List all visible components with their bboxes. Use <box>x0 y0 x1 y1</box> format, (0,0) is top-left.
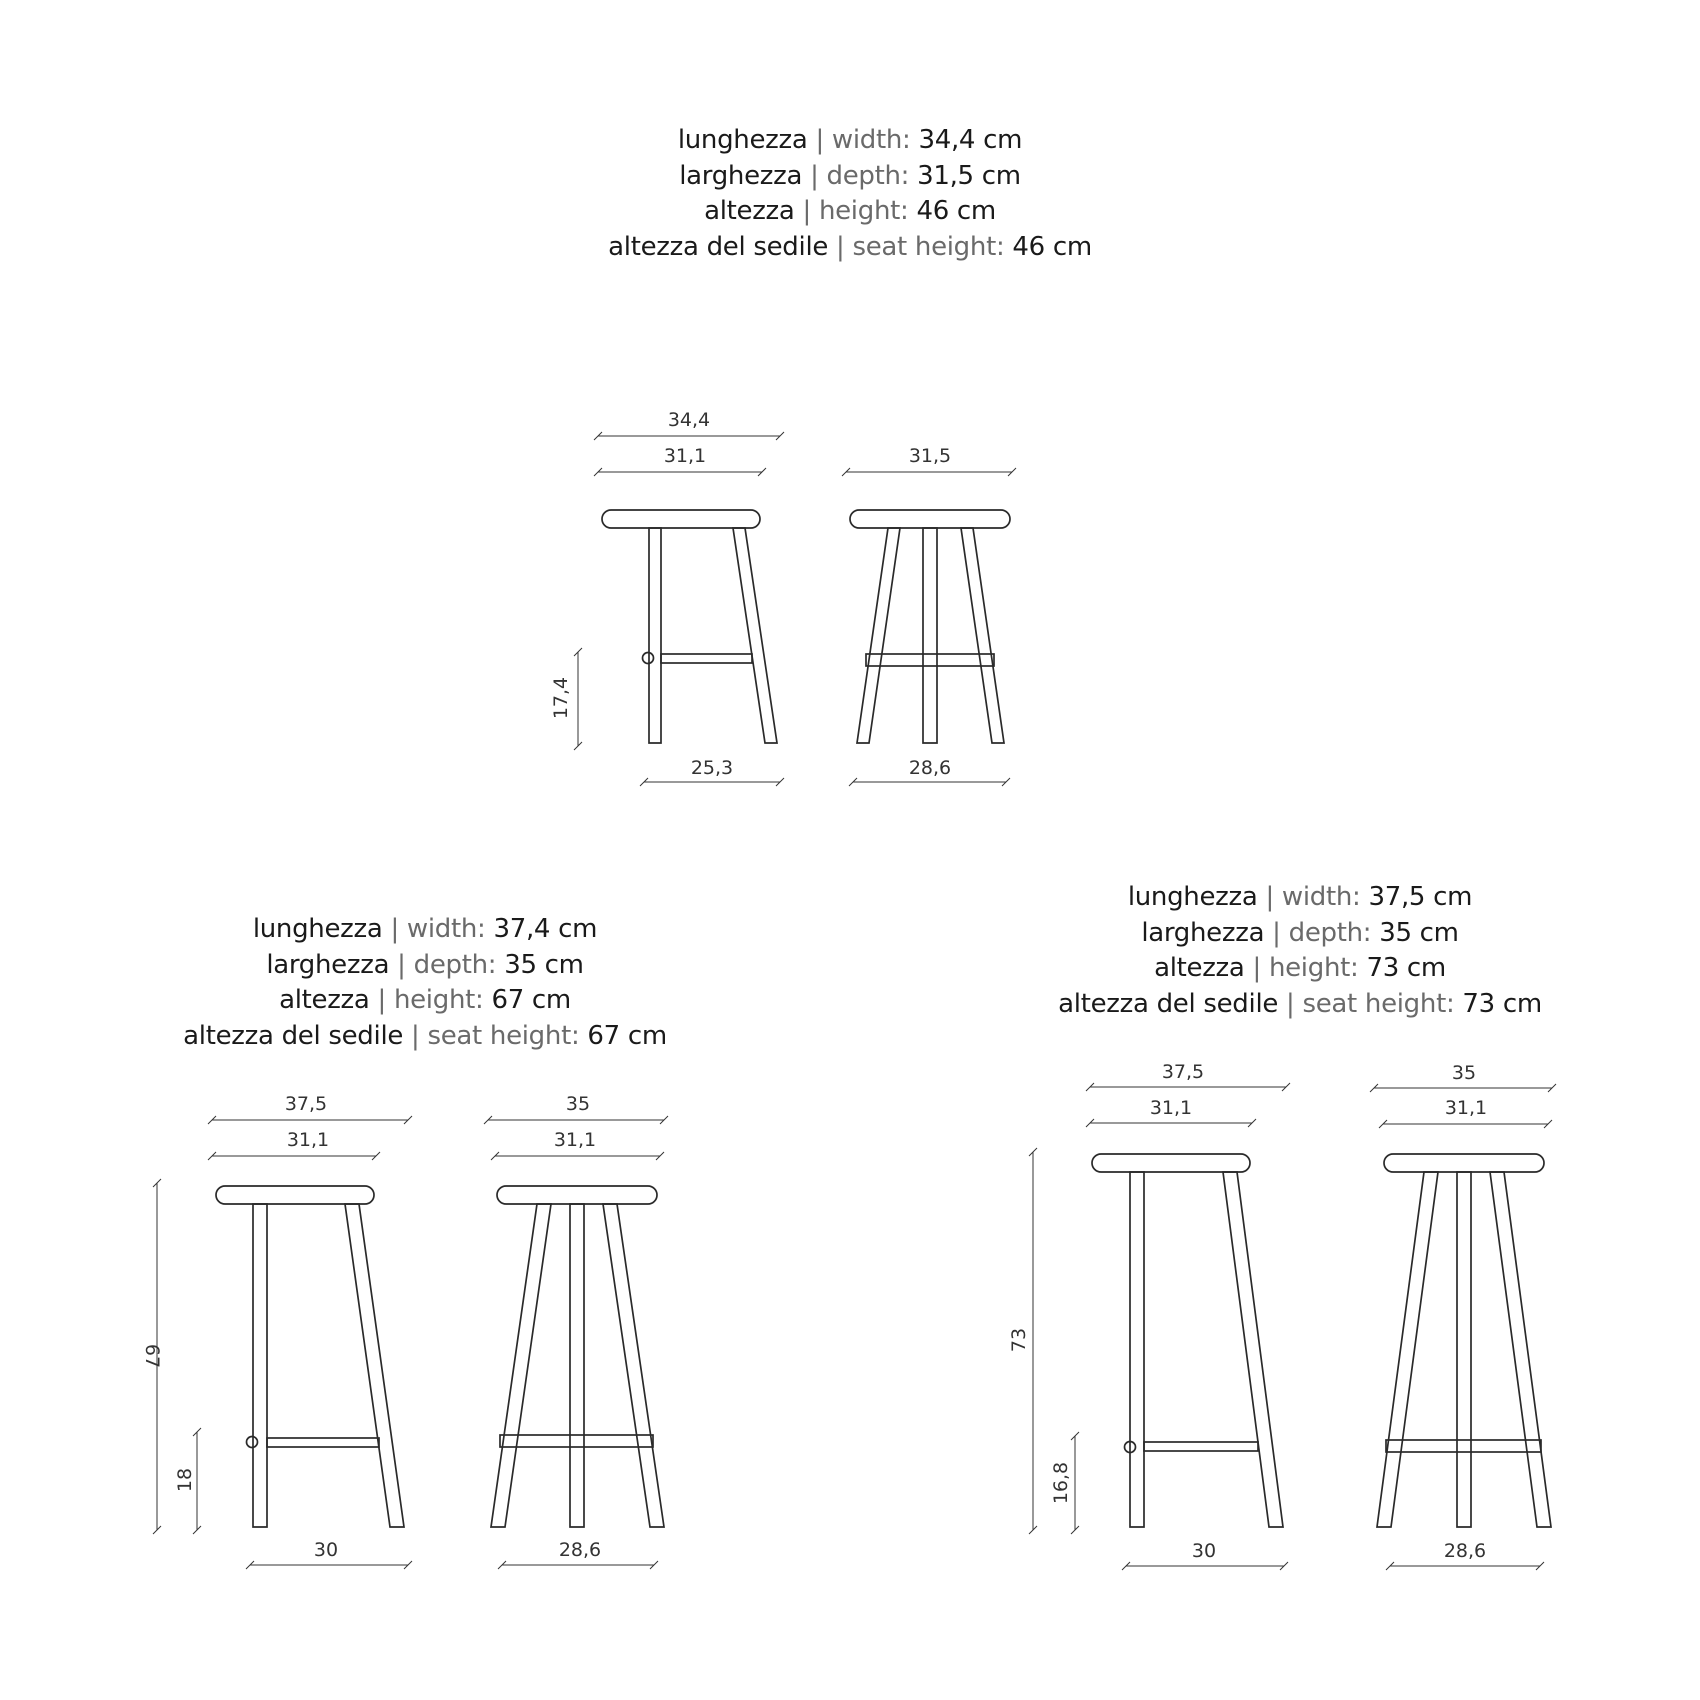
dim-total-height-label: 73 <box>1008 1327 1030 1353</box>
dim-seat-depth-label: 31,5 <box>908 445 952 467</box>
dim-seat-width-label: 31,1 <box>663 445 707 467</box>
dim-base-width-label: 30 <box>1191 1540 1217 1562</box>
rear-leg <box>1130 1172 1144 1527</box>
seat-top <box>850 510 1010 528</box>
spec-seat-height-line: altezza del sedile | seat height: 46 cm <box>608 231 1092 262</box>
left-leg <box>1377 1172 1438 1527</box>
dim-total-height-label: 67 <box>141 1343 163 1369</box>
right-leg <box>1490 1172 1551 1527</box>
dim-footrest-height-label: 18 <box>174 1467 196 1493</box>
left-leg <box>491 1204 551 1527</box>
footrest-bar <box>267 1438 379 1447</box>
stool-small-front-view <box>846 445 1012 782</box>
dim-overall-depth-label: 35 <box>565 1093 591 1115</box>
footrest-bar <box>500 1435 653 1447</box>
stool-tall-side-view <box>1008 1061 1286 1566</box>
center-leg <box>1457 1172 1471 1527</box>
spec-width-line: lunghezza | width: 37,4 cm <box>252 914 598 944</box>
dim-footrest-height-label: 17,4 <box>550 676 572 720</box>
center-leg <box>923 528 937 743</box>
spec-width-line: lunghezza | width: 34,4 cm <box>677 125 1023 155</box>
dim-overall-width-label: 34,4 <box>667 409 711 431</box>
dim-footrest-height-label: 16,8 <box>1050 1461 1072 1505</box>
right-leg <box>961 528 1004 743</box>
spec-depth-line: larghezza | depth: 35 cm <box>1141 917 1459 948</box>
dim-base-width-label: 28,6 <box>1443 1540 1487 1562</box>
footrest-bar <box>1386 1440 1541 1452</box>
seat-top <box>602 510 760 528</box>
spec-depth-line: larghezza | depth: 35 cm <box>266 949 584 980</box>
stool-medium-front-view <box>488 1093 664 1565</box>
footrest-bar <box>866 654 994 666</box>
footrest-joint <box>247 1437 258 1448</box>
dim-base-width-label: 28,6 <box>558 1539 602 1561</box>
center-leg <box>570 1204 584 1527</box>
footrest-joint <box>643 653 654 664</box>
dim-seat-depth-label: 31,1 <box>553 1129 597 1151</box>
right-leg <box>603 1204 664 1527</box>
dim-base-width-label: 30 <box>313 1539 339 1561</box>
spec-height-line: altezza | height: 73 cm <box>1154 953 1446 983</box>
spec-depth-line: larghezza | depth: 31,5 cm <box>679 160 1021 191</box>
dim-base-width-label: 25,3 <box>690 757 734 779</box>
spec-height-line: altezza | height: 67 cm <box>279 985 571 1015</box>
dim-seat-width-label: 31,1 <box>1149 1097 1193 1119</box>
rear-leg <box>253 1204 267 1527</box>
front-leg <box>733 528 777 743</box>
footrest-bar <box>1144 1442 1258 1451</box>
left-leg <box>857 528 900 743</box>
dim-overall-width-label: 37,5 <box>284 1093 328 1115</box>
dimension-ticks <box>153 432 1556 1570</box>
dim-overall-depth-label: 35 <box>1451 1062 1477 1084</box>
spec-height-line: altezza | height: 46 cm <box>704 196 996 226</box>
front-leg <box>345 1204 404 1527</box>
seat-top <box>1384 1154 1544 1172</box>
dim-seat-width-label: 31,1 <box>286 1129 330 1151</box>
spec-width-line: lunghezza | width: 37,5 cm <box>1127 882 1473 912</box>
footrest-bar <box>661 654 752 663</box>
dim-overall-width-label: 37,5 <box>1161 1061 1205 1083</box>
seat-top <box>1092 1154 1250 1172</box>
seat-top <box>497 1186 657 1204</box>
dim-seat-depth-label: 31,1 <box>1444 1097 1488 1119</box>
spec-seat-height-line: altezza del sedile | seat height: 67 cm <box>183 1020 667 1051</box>
front-leg <box>1223 1172 1283 1527</box>
stool-medium-side-view <box>141 1093 408 1565</box>
rear-leg <box>649 528 661 743</box>
stool-tall-front-view <box>1374 1062 1552 1566</box>
seat-top <box>216 1186 374 1204</box>
stool-small-side-view <box>550 409 780 782</box>
spec-seat-height-line: altezza del sedile | seat height: 73 cm <box>1058 988 1542 1019</box>
dim-base-width-label: 28,6 <box>908 757 952 779</box>
